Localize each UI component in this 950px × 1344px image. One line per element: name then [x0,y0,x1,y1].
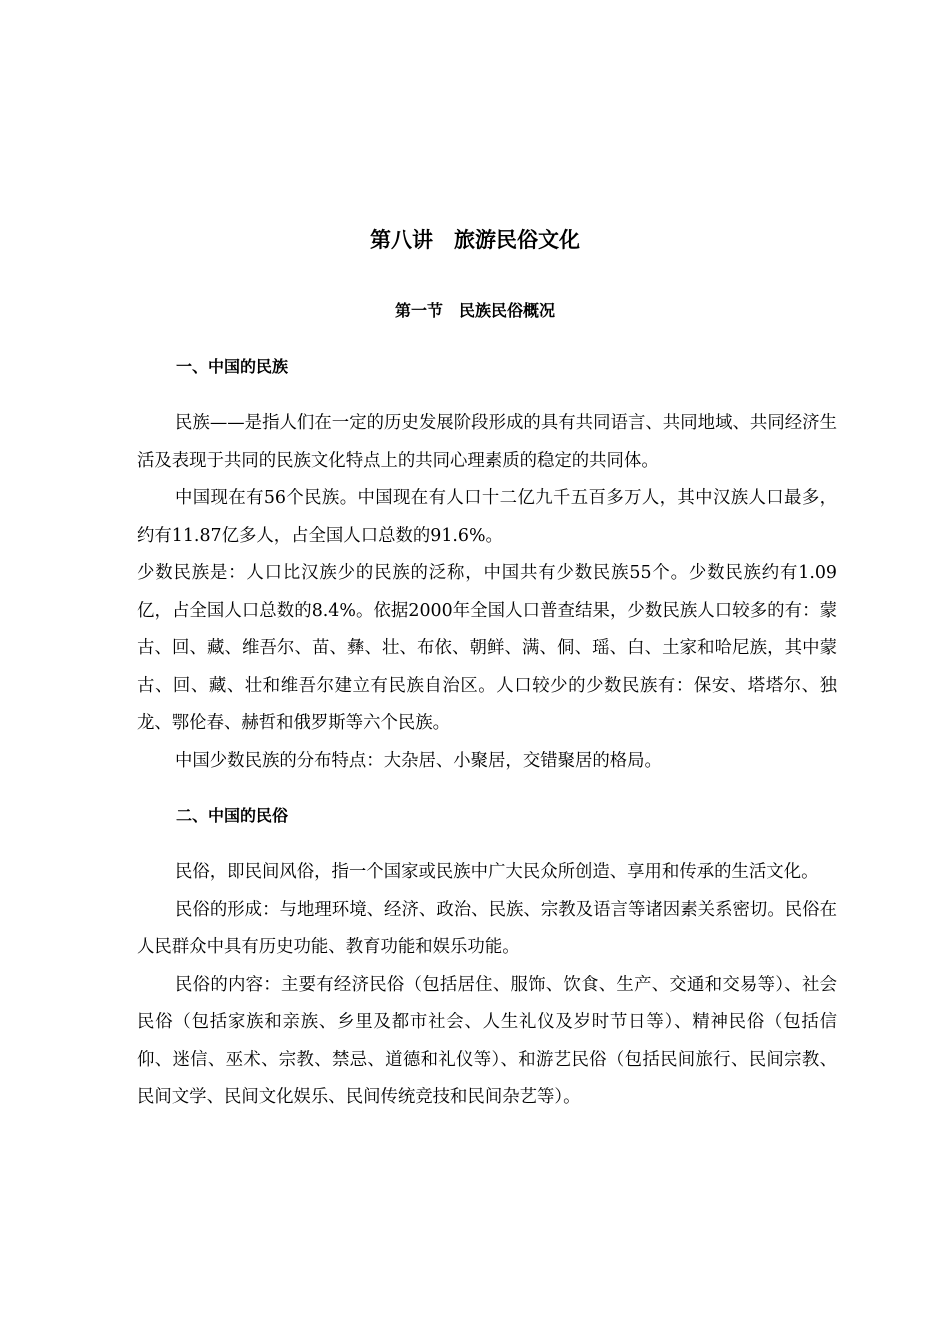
paragraph-folk-definition: 民俗，即民间风俗，指一个国家或民族中广大民众所创造、享用和传承的生活文化。 [175,862,819,882]
folk-customs-body [137,854,837,1117]
heading-folk-customs: 二、中国的民俗 [176,806,289,825]
paragraph-population: 中国现在有56个民族。中国现在有人口十二亿九千五百多万人，其中汉族人口最多，约有11.87亿多人，占全国人口总数的91.6%。 [137,488,837,546]
paragraph-minorities: 少数民族是：人口比汉族少的民族的泛称，中国共有少数民族55个。少数民族约有1.09亿，占全国人口总数的8.4%。依据2000年全国人口普查结果，少数民族人口较多的有：蒙古、回、藏、维吾尔、苗、彝、壮、布依、朝鲜、满、侗、瑶、白、土家和哈尼族，其中蒙古、回、藏、壮和维吾尔建立有民族自治区。人口较少的少数民族有：保安、塔塔尔、独龙、鄂伦春、赫哲和俄罗斯等六个民族。 [137,563,837,733]
lecture-title: 第八讲 旅游民俗文化 [370,228,580,252]
paragraph-folk-formation: 民俗的形成：与地理环境、经济、政治、民族、宗教及语言等诸因素关系密切。民俗在人民群众中具有历史功能、教育功能和娱乐功能。 [137,899,837,957]
heading-ethnic-groups: 一、中国的民族 [176,357,289,376]
paragraph-nation-definition: 民族——是指人们在一定的历史发展阶段形成的具有共同语言、共同地域、共同经济生活及表现于共同的民族文化特点上的共同心理素质的稳定的共同体。 [137,413,837,471]
ethnic-groups-body [137,405,837,780]
paragraph-folk-contents: 民俗的内容：主要有经济民俗（包括居住、服饰、饮食、生产、交通和交易等）、社会民俗（包括家族和亲族、乡里及都市社会、人生礼仪及岁时节日等）、精神民俗（包括信仰、迷信、巫术、宗教、禁忌、道德和礼仪等）、和游艺民俗（包括民间旅行、民间宗教、民间文学、民间文化娱乐、民间传统竞技和民间杂艺等）。 [137,974,837,1107]
paragraph-distribution: 中国少数民族的分布特点：大杂居、小聚居，交错聚居的格局。 [175,750,662,771]
section-title: 第一节 民族民俗概况 [394,301,555,320]
